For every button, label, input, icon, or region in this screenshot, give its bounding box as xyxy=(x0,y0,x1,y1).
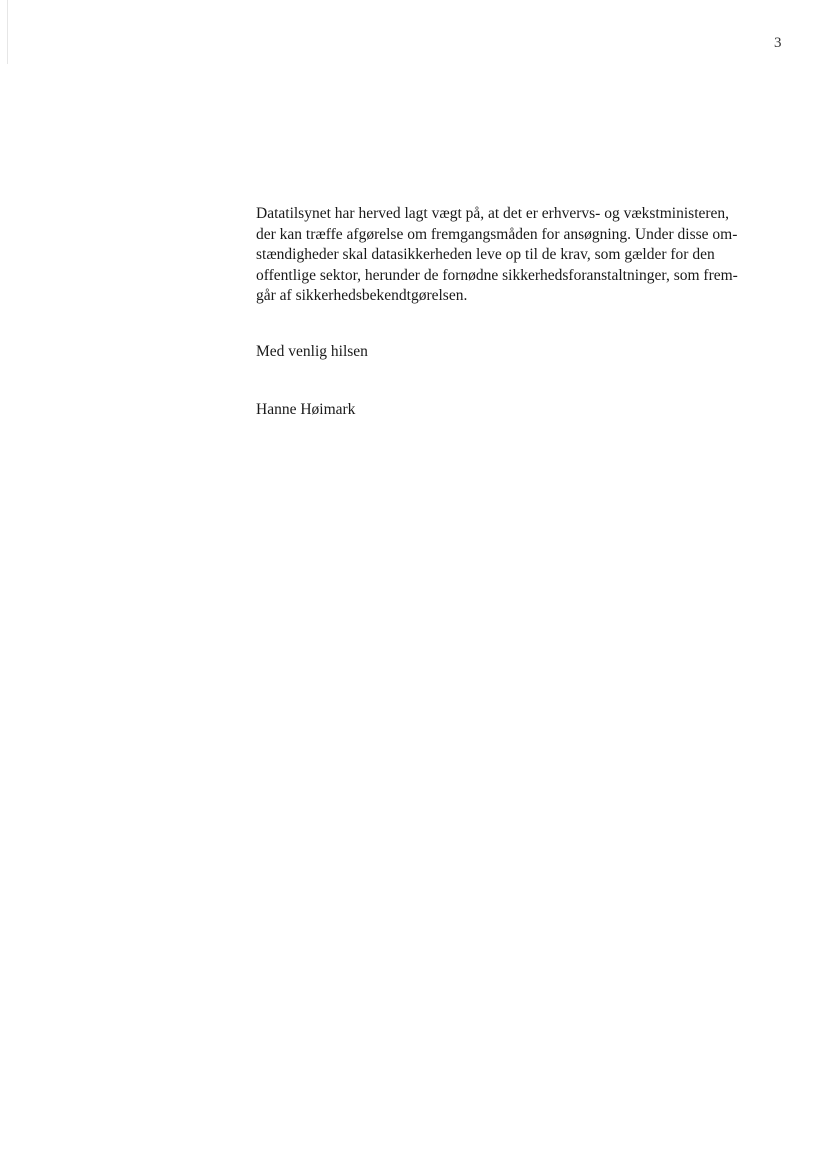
paragraph-line: der kan træffe afgørelse om fremgangsmåden for ansøgning. Under disse om- xyxy=(256,225,738,243)
scan-edge-line xyxy=(7,0,8,64)
paragraph-line: går af sikkerhedsbekendtgørelsen. xyxy=(256,287,468,304)
body-paragraph xyxy=(256,204,796,307)
page-number: 3 xyxy=(774,35,782,51)
paragraph-line: stændigheder skal datasikkerheden leve op til de krav, som gælder for den xyxy=(256,246,715,263)
closing-salutation: Med venlig hilsen xyxy=(256,343,368,360)
paragraph-line: Datatilsynet har herved lagt vægt på, at det er erhvervs- og vækstministeren, xyxy=(256,205,730,222)
signature-name: Hanne Høimark xyxy=(256,401,356,418)
paragraph-line: offentlige sektor, herunder de fornødne sikkerhedsforanstaltninger, som frem- xyxy=(256,266,738,284)
